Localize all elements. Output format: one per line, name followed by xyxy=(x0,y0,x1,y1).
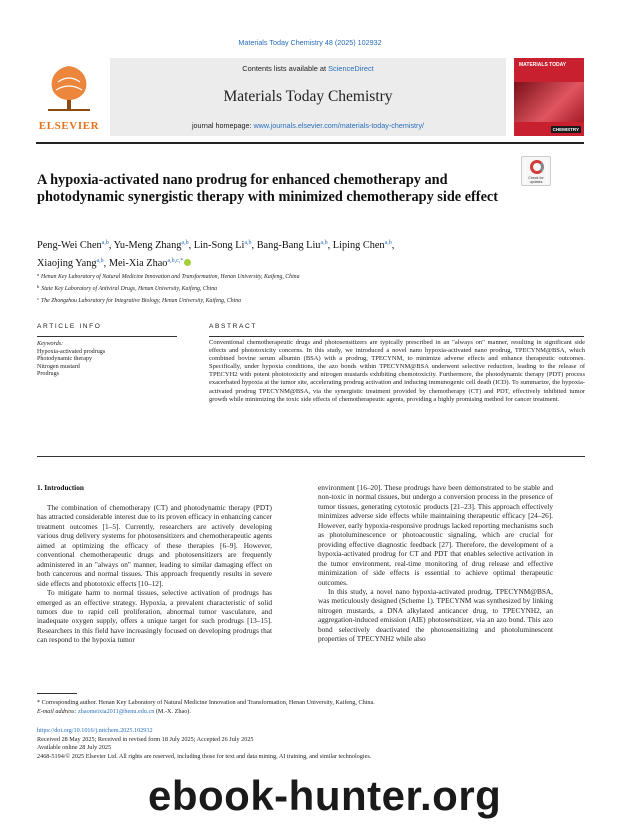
email-suffix: (M.-X. Zhao). xyxy=(154,707,191,715)
journal-masthead xyxy=(36,58,584,136)
abstract-bottom-rule xyxy=(37,456,585,457)
author[interactable]: Liping Chen$^{a,b}$, xyxy=(332,240,395,251)
check-for-updates-button[interactable] xyxy=(521,156,551,186)
affiliations xyxy=(37,270,577,307)
keywords-label: Keywords: xyxy=(37,341,64,347)
email-link[interactable]: zhaomeixia2011@henu.edu.cn xyxy=(78,707,155,715)
journal-reference-link[interactable]: Materials Today Chemistry 48 (2025) 102932 xyxy=(238,38,382,47)
available-online: Available online 28 July 2025 xyxy=(37,744,112,752)
contents-prefix: Contents lists available at xyxy=(242,64,329,73)
journal-title: Materials Today Chemistry xyxy=(223,88,393,105)
abstract-heading: ABSTRACT xyxy=(209,323,257,330)
sciencedirect-link[interactable]: ScienceDirect xyxy=(328,64,374,73)
header-rule xyxy=(36,142,584,144)
keyword: Hypoxia-activated prodrugs xyxy=(37,348,106,355)
journal-header-box xyxy=(110,58,506,136)
keyword: Photodynamic therapy xyxy=(37,356,93,363)
elsevier-logo xyxy=(36,58,102,136)
paragraph: environment [16–20]. These prodrugs have been demonstrated to be stable and non-toxic in normal tissues, but undergo a conversion process in the presence of tumor tissues, generating cytotoxic products [21–23]. This approach effectively minimizes adverse side effects while maintaining therapeutic efficacy [24–26]. However, early hypoxia-responsive prodrugs lacked reporting mechanisms such as photoluminescence or photoacoustic signaling, which are crucial for providing effective diagnostic feedback [27]. Therefore, the development of a hypoxia-activated prodrug for CT and PDT that enables selective activation in the tumor environment, real-time monitoring of drug release and effective minimization of side effects is essential to achieve optimal therapeutic outcomes. xyxy=(318,483,553,587)
article-info-heading: ARTICLE INFO xyxy=(37,323,102,330)
elsevier-tree-icon xyxy=(44,60,94,112)
keywords-block xyxy=(37,341,187,379)
affiliation: $^b$ State Key Laboratory of Antiviral Drugs, Henan University, Kaifeng, China xyxy=(37,284,218,293)
article-info-rule xyxy=(37,336,177,337)
watermark-text: ebook-hunter.org xyxy=(148,772,502,819)
paragraph: The combination of chemotherapy (CT) and photodynamic therapy (PDT) has attracted considerable interest due to its proven efficacy in enhancing cancer treatment outcomes [1–5]. Currently, researchers are actively developing various drug delivery systems for photosensitizers and chemotherapeutic agents aimed at optimizing the efficacy of these therapies [6–9]. However, conventional chemotherapeutic drugs and photosensitizers are frequently administered in an "always on" manner, leading to similar damaging effect on both cancerous and normal tissues. This approach frequently results in severe side effects and phototoxic effects [10–12]. xyxy=(37,503,272,588)
affiliation: $^a$ Henan Key Laboratory of Natural Medicine Innovation and Transformation, Henan University, Kaifeng, China xyxy=(37,272,300,280)
publication-history xyxy=(37,727,585,761)
cover-artwork xyxy=(514,82,584,122)
author[interactable]: Lin-Song Li$^{a,b}$, xyxy=(193,240,257,251)
abstract-text: Conventional chemotherapeutic drugs and photosensitizers are typically prescribed in an "always on" manner, resulting in significant side effects and phototoxicity concerns. In this study, we introduced a novel nano hypoxia-activated nano prodrug, TPECYNM@BSA, which combined bovine serum albumin (BSA) with a prodrug, TPECYNM, to minimize adverse effects and enhance therapeutic outcomes. Specifically, under hypoxia conditions, the azo bonds within TPECYNM@BSA underwent selective reduction, leading to the release of TPECYH2 with potent phototoxicity and nitrogen mustards exhibiting chemotoxicity. Furthermore, the photodynamic therapy (PDT) process exacerbated hypoxia at the tumor site, accelerating prodrug activation and inducing immunogenic cell death (ICD). To summarize, the hypoxia-activated prodrug TPECYNM@BSA, via the synergistic treatment provided by chemotherapy (CT) and PDT, effectively inhibited tumor growth while minimizing the toxic side effects of chemotherapeutic agents, providing a highly promising method for cancer treatment. xyxy=(209,339,585,403)
copyright-notice: 2468-5194/© 2025 Elsevier Ltd. All rights are reserved, including those for text and data mining, AI training, and similar technologies. xyxy=(37,752,372,760)
paragraph: In this study, a novel nano hypoxia-activated prodrug, TPECYNM@BSA, was meticulously designed (Scheme 1). TPECYNM was synthesized by linking nitrogen mustards, a DNA alkylated anticancer drug, to TPECYNH2, an aggregation-induced emission (AIE) photosensitizer, via an azo bond. This azo bond selectively deactivated the photosensitizing and photoluminescent properties of TPECYNH2 while also xyxy=(318,586,553,644)
footnote-rule xyxy=(37,693,77,694)
orcid-icon[interactable] xyxy=(184,259,191,266)
check-updates-icon xyxy=(530,160,544,174)
journal-cover-thumbnail[interactable] xyxy=(514,58,584,136)
author-list xyxy=(37,236,577,271)
keyword: Prodrugs xyxy=(37,371,60,378)
elsevier-wordmark: ELSEVIER xyxy=(38,120,100,132)
cover-title: MATERIALS TODAY xyxy=(519,62,567,68)
corresponding-author-footnote xyxy=(37,699,585,716)
email-line xyxy=(37,708,585,717)
contents-available-line xyxy=(110,64,506,73)
paragraph: To mitigate harm to normal tissues, selective activation of prodrugs has emerged as an effective strategy. Hypoxia, a prevalent characteristic of solid tumors due to rapid cell proliferation, abnormal tumor vasculature, and inadequate oxygen supply, offers a unique target for such prodrugs [13–15]. Researchers in this field have increasingly focused on developing prodrugs that can respond to the hypoxia tumor xyxy=(37,588,272,645)
author[interactable]: Bang-Bang Liu$^{a,b}$, xyxy=(256,240,333,251)
journal-homepage-link[interactable]: www.journals.elsevier.com/materials-today-chemistry/ xyxy=(253,121,425,130)
received-dates: Received 28 May 2025; Received in revised form 18 July 2025; Accepted 26 July 2025 xyxy=(37,735,254,743)
author[interactable]: Peng-Wei Chen$^{a,b}$, xyxy=(37,240,114,251)
author[interactable]: Xiaojing Yang$^{a,b}$, xyxy=(37,257,109,269)
email-label: E-mail address: xyxy=(37,707,79,715)
author-corresponding[interactable]: Mei-Xia Zhao$^{a,b,c,*}$ xyxy=(108,257,184,269)
article-title: A hypoxia-activated nano prodrug for enhanced chemotherapy and photodynamic synergistic therapy with minimized chemotherapy side effect xyxy=(37,172,499,206)
author[interactable]: Yu-Meng Zhang$^{a,b}$, xyxy=(113,240,194,251)
affiliation: $^c$ The Zhongzhou Laboratory for Integrative Biology, Henan University, Kaifeng, China xyxy=(37,296,242,305)
doi-link[interactable]: https://doi.org/10.1016/j.mtchem.2025.102932 xyxy=(37,727,153,734)
body-column-left xyxy=(37,503,272,645)
check-updates-label: Check for updates xyxy=(528,176,544,184)
body-column-right xyxy=(318,483,553,644)
corresponding-note: * Corresponding author. Henan Key Laboratory of Natural Medicine Innovation and Transformation, Henan University, Kaifeng, China. xyxy=(37,699,375,706)
keyword: Nitrogen mustard xyxy=(37,363,80,370)
cover-subtitle: CHEMISTRY xyxy=(552,127,579,132)
abstract-rule xyxy=(209,336,584,337)
homepage-prefix: journal homepage: xyxy=(191,121,254,130)
section-heading-introduction: 1. Introduction xyxy=(37,483,84,492)
journal-homepage-line xyxy=(110,121,506,130)
